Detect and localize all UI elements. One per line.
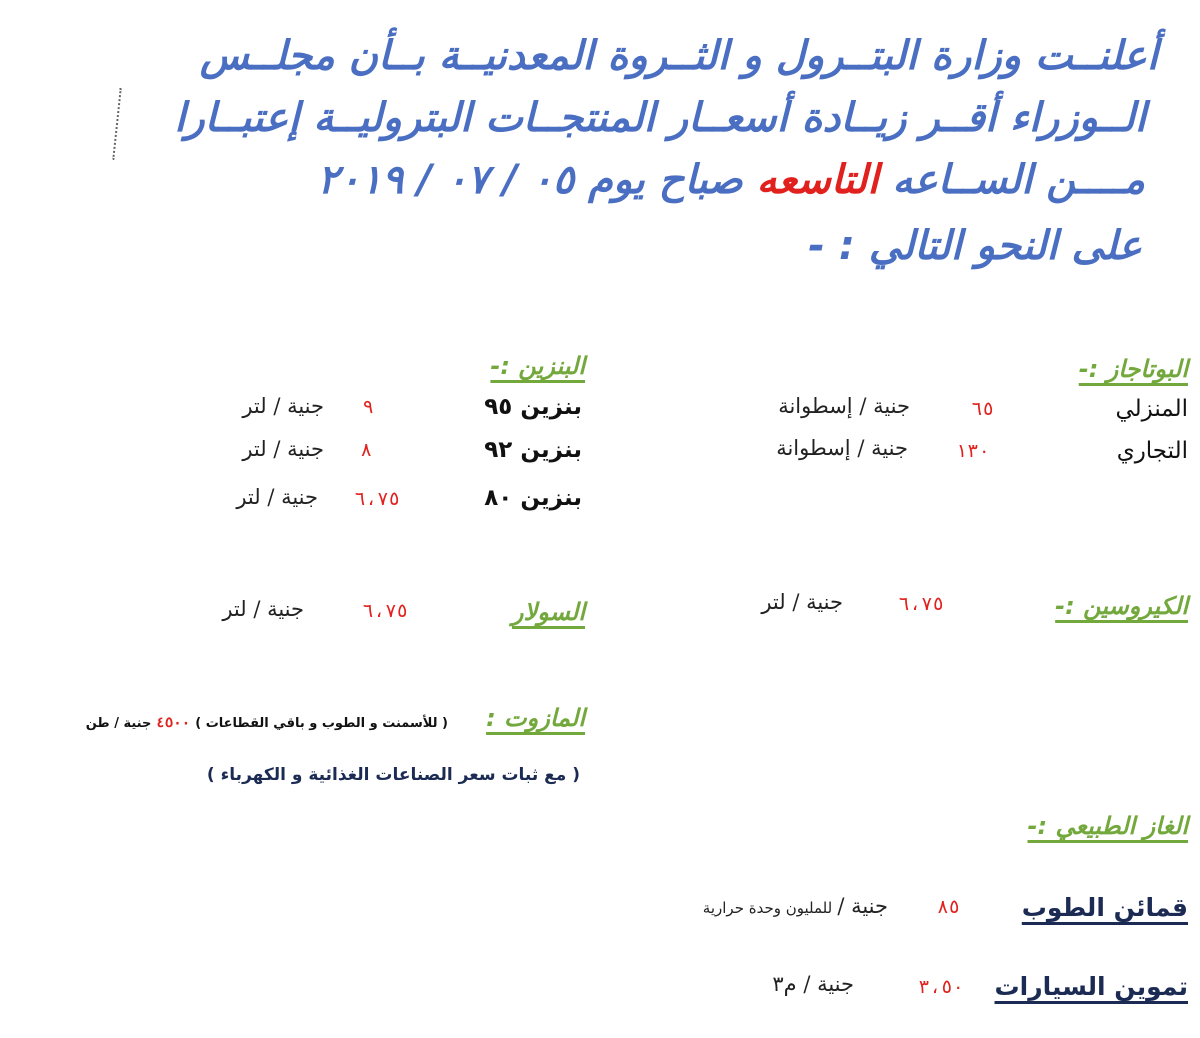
- kerosene-unit: جنية / لتر: [761, 590, 843, 614]
- butagaz-commercial-label: التجاري: [1116, 438, 1188, 464]
- benzine-95-price: ٩: [362, 396, 374, 418]
- butagaz-heading: البوتاجاز :-: [1078, 355, 1188, 383]
- brick-kilns-unit: [703, 894, 888, 918]
- solar-unit: جنية / لتر: [222, 597, 304, 621]
- benzine-95-label: بنزين ٩٥: [484, 394, 582, 420]
- headline-date: صباح يوم ٠٥ / ٠٧ / ٢٠١٩: [317, 157, 743, 203]
- butagaz-home-unit: جنية / إسطوانة: [778, 394, 910, 418]
- benzine-92-unit: جنية / لتر: [242, 437, 324, 461]
- brick-kilns-unit-detail: للمليون وحدة حرارية: [702, 899, 833, 917]
- butagaz-home-price: ٦٥: [971, 398, 994, 420]
- mazout-note-unit: جنية / طن: [85, 716, 152, 731]
- headline-time-prefix: مــــن الســاعه: [892, 157, 1145, 203]
- mazout-subnote: ( مع ثبات سعر الصناعات الغذائية و الكهرباء ): [206, 765, 580, 785]
- benzine-92-price: ٨: [360, 439, 372, 461]
- headline-line-2: الــوزراء أقــر زيــادة أسعــار المنتجــات البتروليــة إعتبــارا: [174, 95, 1146, 141]
- mazout-note-price: ٤٥٠٠: [156, 715, 191, 731]
- butagaz-home-label: المنزلي: [1115, 396, 1188, 422]
- vehicle-fuel-price: ٣،٥٠: [918, 976, 964, 998]
- butagaz-commercial-price: ١٣٠: [955, 440, 990, 462]
- headline-line-1: أعلنــت وزارة البتــرول و الثــروة المعدنيــة بــأن مجلــس: [199, 33, 1158, 79]
- natural-gas-heading: الغاز الطبيعي :-: [1027, 812, 1188, 840]
- mazout-note-text: ( للأسمنت و الطوب و باقي القطاعات ): [195, 716, 448, 731]
- headline-line-3: [317, 157, 1145, 203]
- solar-price: ٦،٧٥: [362, 600, 408, 622]
- butagaz-commercial-unit: جنية / إسطوانة: [776, 436, 908, 460]
- benzine-80-price: ٦،٧٥: [354, 488, 400, 510]
- vehicle-fuel-unit: جنية / م٣: [772, 972, 854, 996]
- kerosene-heading: الكيروسين :-: [1055, 592, 1188, 620]
- brick-kilns-price: ٨٥: [937, 896, 960, 918]
- vehicle-fuel-label: تموين السيارات: [994, 972, 1188, 1001]
- solar-heading: السولار: [511, 598, 585, 626]
- benzine-92-label: بنزين ٩٢: [484, 437, 582, 463]
- benzine-80-label: بنزين ٨٠: [484, 485, 582, 511]
- brick-kilns-label: قمائن الطوب: [1021, 893, 1188, 922]
- benzine-heading: البنزين :-: [490, 352, 585, 380]
- headline-line-4: على النحو التالي : -: [808, 223, 1142, 269]
- mazout-heading: المازوت :: [486, 704, 585, 732]
- dotted-margin-line: [112, 88, 122, 160]
- mazout-note: [86, 712, 448, 731]
- benzine-80-unit: جنية / لتر: [236, 485, 318, 509]
- brick-kilns-unit-main: جنية /: [837, 894, 888, 918]
- kerosene-price: ٦،٧٥: [898, 593, 944, 615]
- headline-time-highlight: التاسعه: [756, 157, 879, 203]
- benzine-95-unit: جنية / لتر: [242, 394, 324, 418]
